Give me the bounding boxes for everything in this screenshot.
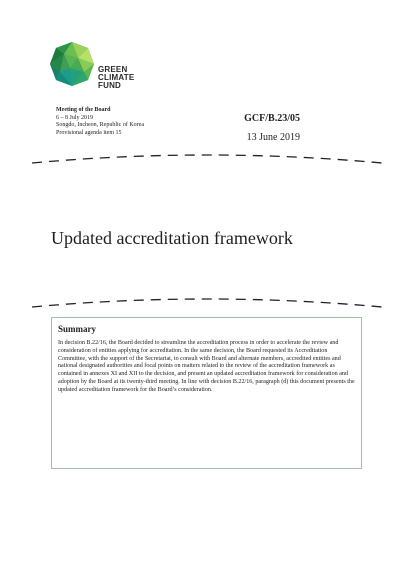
meeting-info	[56, 107, 144, 137]
globe-icon	[48, 40, 96, 88]
bottom-wave-divider	[32, 295, 382, 309]
top-wave-divider	[32, 151, 382, 165]
gcf-logo	[48, 40, 168, 90]
logo-line-climate: CLIMATE	[98, 73, 135, 82]
document-number: GCF/B.23/05	[244, 113, 300, 124]
meeting-heading: Meeting of the Board	[56, 107, 111, 113]
document-date: 13 June 2019	[246, 132, 300, 143]
summary-heading: Summary	[58, 324, 96, 334]
logo-line-green: GREEN	[98, 65, 128, 74]
meeting-dates: 6 – 8 July 2019	[56, 114, 94, 121]
summary-box	[51, 317, 362, 469]
agenda-item: Provisional agenda item 15	[56, 129, 122, 136]
summary-body: In decision B.22/16, the Board decided to streamline the accreditation process in order to accelerate the review and consideration of entities applying for accreditation. In the same decision, the Board requested its Accreditation Committee, with the support of the Secretariat, to consult with Board and alternate members, accredited entities and national designated authorities and focal points on matters related to the review of the accreditation framework as contained in annexes XI and XII to the decision, and present an updated accreditation framework for consideration and adoption by the Board at its twenty-third meeting. In line with decision B.22/16, paragraph (d) this document presents the updated accreditation framework for the Board’s consideration.	[58, 340, 355, 393]
meeting-location: Songdo, Incheon, Republic of Korea	[56, 122, 144, 128]
logo-line-fund: FUND	[98, 81, 122, 90]
document-title: Updated accreditation framework	[51, 228, 293, 248]
logo-wordmark	[98, 66, 134, 90]
